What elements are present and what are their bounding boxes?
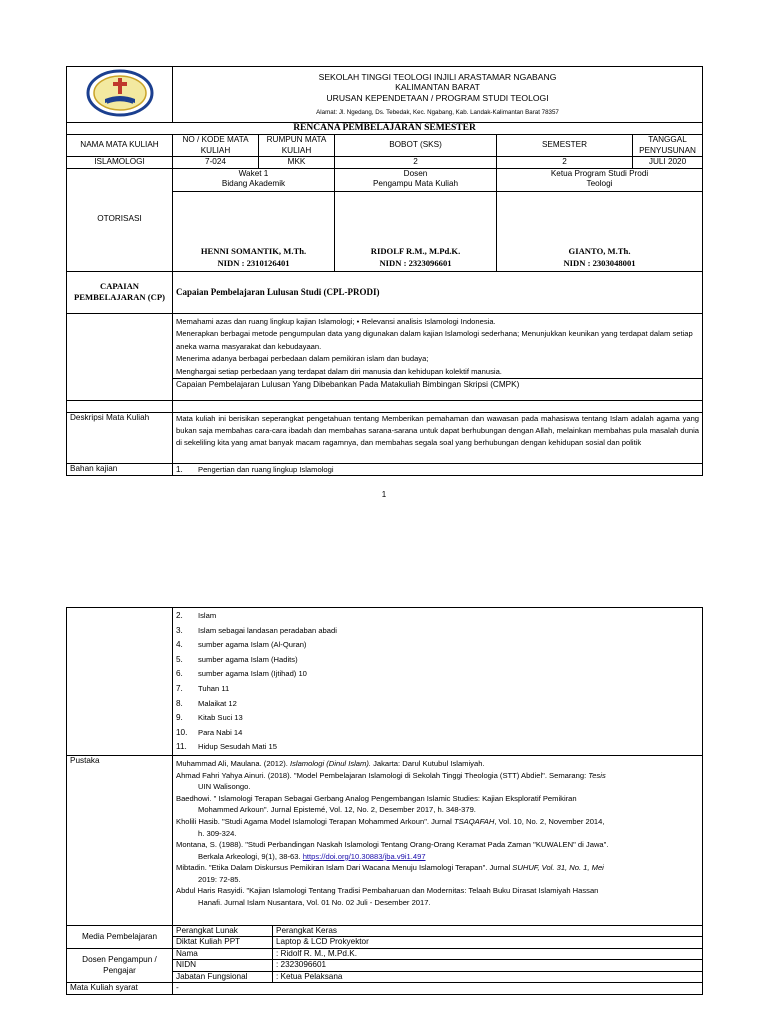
reference-entry: Muhammad Ali, Maulana. (2012). Islamologi (Dinul Islam). Jakarta: Darul Kutubul Islamiyah.: [176, 758, 485, 768]
bahan-item-number: 9.: [176, 713, 183, 723]
bahan-label: Bahan kajian: [67, 463, 173, 475]
institution-address: Alamat: Jl. Ngedang, Ds. Tebedak, Kec. Ngabang, Kab. Landak-Kalimantan Barat 78357: [316, 109, 559, 117]
document-title: RENCANA PEMBELAJARAN SEMESTER: [67, 123, 703, 135]
bahan-item-text: Malaikat 12: [198, 698, 237, 708]
signer-waket-nidn: NIDN : 2310126401: [217, 257, 290, 268]
bahan-item-number: 11.: [176, 742, 187, 752]
dosen-jabatan-value: : Ketua Pelaksana: [273, 971, 703, 983]
dosen-label: Dosen Pengampun / Pengajar: [67, 948, 173, 983]
institution-name: SEKOLAH TINGGI TEOLOGI INJILI ARASTAMAR NGABANG: [318, 71, 557, 82]
bahan-list: [173, 608, 703, 756]
bahan-item-number: 8.: [176, 698, 183, 708]
bahan-item: [176, 726, 699, 741]
bahan-item-number: 6.: [176, 669, 183, 679]
bahan-item: [176, 697, 699, 712]
bahan-item-text: sumber agama Islam (Ijtihad) 10: [198, 669, 307, 679]
cp-label-spacer: [67, 313, 173, 400]
rps-table-page1: [66, 66, 703, 476]
course-rumpun: MKK: [259, 157, 335, 169]
cp-item: Menghargai setiap perbedaan yang terdapat dalam diri manusia dan kehidupan kolektif manusia.: [176, 366, 502, 376]
bahan-item: [176, 609, 699, 624]
cp-item: Menerima adanya berbagai perbedaan dalam pemikiran islam dan budaya;: [176, 354, 429, 363]
cp-item: Menerapkan berbagai metode pengumpulan data yang digunakan dalam kajian Islamologi sederhana; Menunjukkan keunikan yang terdapat dalam setiap aneka warna masyarakat dan kebudayaan.: [176, 329, 693, 351]
reference-entry: Abdul Haris Rasyidi. "Kajian Islamologi Tentang Tradisi Pembaharuan dan Modernitas: Telaah Buku Dirasat Islamiyah Hassan Hanafi. Jurnal Islam Nusantara, Vol. 01 No. 02 Juli - Desember 2017.: [176, 886, 599, 908]
bahan-item: [176, 638, 699, 653]
reference-entry: Mibtadin. "Etika Dalam Diskursus Pemikiran Islam Dari Wacana Menuju Islamologi Terapan". Jurnal SUHUF, Vol. 31, No. 1, Mei 2019: 72-85.: [176, 863, 604, 884]
media-software: Diktat Kuliah PPT: [173, 937, 273, 949]
bahan-item-number: 10.: [176, 727, 188, 737]
pustaka-list: [173, 755, 703, 925]
dosen-nidn-label: NIDN: [173, 960, 273, 972]
course-semester: 2: [497, 157, 633, 169]
course-date: JULI 2020: [633, 157, 703, 169]
reference-entry: Kholili Hasib. "Studi Agama Model Islamologi Terapan Mohammed Arkoun". Jurnal TSAQAFAH, Vol. 10, No. 2, November 2014, h. 309-324.: [176, 816, 605, 838]
bahan-item-number: 7.: [176, 683, 183, 693]
bahan-item-number: 4.: [176, 640, 183, 650]
dosen-nidn-value: : 2323096601: [273, 960, 703, 972]
bahan-item-text: sumber agama Islam (Hadits): [198, 654, 298, 664]
reference-entry: Montana, S. (1988). "Studi Perbandingan Naskah Islamologi Tentang Orang-Orang Keramat Pada Zaman "KUWALEN" di Jawa". Berkala Arkeologi, 9(1), 38-63. https://doi.org/10.30883/jba.v9i1.497: [176, 840, 609, 861]
institution-header: [173, 67, 703, 123]
media-software-header: Perangkat Lunak: [173, 925, 273, 937]
dosen-nama-value: : Ridolf R. M., M.Pd.K.: [273, 948, 703, 960]
course-code: 7-024: [173, 157, 259, 169]
reference-link[interactable]: https://doi.org/10.30883/jba.v9i1.497: [302, 851, 426, 861]
bahan-item-text: Kitab Suci 13: [198, 713, 243, 723]
cp-items: [173, 313, 703, 400]
syarat-label: Mata Kuliah syarat: [67, 983, 173, 995]
otorisasi-label: OTORISASI: [67, 168, 173, 271]
bahan-item-text: sumber agama Islam (Al-Quran): [198, 640, 307, 650]
signer-kaprodi-name: GIANTO, M.Th.: [568, 245, 631, 256]
bahan-first-item: 1. Pengertian dan ruang lingkup Islamologi: [173, 463, 703, 475]
bahan-item-number: 3.: [176, 625, 183, 635]
rps-table-page2: [66, 607, 703, 995]
col-header-nama: NAMA MATA KULIAH: [67, 135, 173, 157]
bahan-item: [176, 711, 699, 726]
col-header-rumpun: RUMPUN MATA KULIAH: [259, 135, 335, 157]
signer-dosen: [335, 168, 497, 271]
deskripsi-text: Mata kuliah ini berisikan seperangkat pengetahuan tentang Memberikan pemahaman dan wawasan pada mahasiswa tentang Islam adalah agama yang bukan saja membahas cara-cara ibadah dan membahas sarana-sarana untuk dapat berhubungan dengan Allah, melainkan membahas pula masalah dunia di sekeliling kita yang amat banyak macam ragamnya, dan membahas segala soal yang berhubungan dengan kehidupan sosial dan politik: [173, 412, 703, 463]
deskripsi-label: Deskripsi Mata Kuliah: [67, 412, 173, 463]
bahan-item-text: Islam: [198, 611, 217, 620]
reference-entry: Baedhowi. " Islamologi Terapan Sebagai Gerbang Analog Pengembangan Islamic Studies: Kajian Eksploratif Pemikiran Mohammed Arkoun". Jurnal Epistemé, Vol. 12, No. 2, Desember 2017, h. 348-379.: [176, 793, 577, 815]
cpmk-line: Capaian Pembelajaran Lulusan Yang Dibebankan Pada Matakuliah Bimbingan Skripsi (CMPK): [173, 378, 702, 390]
signer-waket-role2: Bidang Akademik: [221, 179, 286, 188]
institution-department: URUSAN KEPENDETAAN / PROGRAM STUDI TEOLOGI: [326, 92, 549, 103]
signer-dosen-nidn: NIDN : 2323096601: [379, 257, 452, 268]
bahan-item-text: Para Nabi 14: [198, 727, 243, 737]
bahan-item: [176, 624, 699, 639]
signer-kaprodi-role: Ketua Program Studi Prodi: [550, 168, 649, 178]
signer-waket-role: Waket 1: [238, 168, 269, 178]
bahan-item-number: 2.: [176, 611, 183, 620]
media-hardware-header: Perangkat Keras: [273, 925, 703, 937]
signer-waket: [173, 168, 335, 271]
signer-kaprodi: [497, 168, 703, 271]
logo-cell: [67, 67, 173, 123]
dosen-jabatan-label: Jabatan Fungsional: [173, 971, 273, 983]
dosen-nama-label: Nama: [173, 948, 273, 960]
bahan-item-text: Islam sebagai landasan peradaban abadi: [198, 625, 337, 635]
bahan-item: [176, 653, 699, 668]
signer-dosen-name: RIDOLF R.M., M.Pd.K.: [370, 245, 461, 256]
col-header-kode: NO / KODE MATA KULIAH: [173, 135, 259, 157]
reference-entry: Ahmad Fahri Yahya Ainuri. (2018). "Model Pembelajaran Islamologi di Sekolah Tinggi Theologia (STT) Abdiel". Semarang: Tesis UIN Walisongo.: [176, 770, 606, 792]
bahan-item-text: Hidup Sesudah Mati 15: [198, 742, 277, 752]
col-header-bobot: BOBOT (SKS): [335, 135, 497, 157]
syarat-value: -: [173, 983, 703, 995]
cp-prodi-title: Capaian Pembelajaran Lulusan Studi (CPL-PRODI): [173, 271, 703, 313]
bahan-continued-label: [67, 608, 173, 756]
bahan-item: [176, 740, 699, 755]
bahan-item-number: 5.: [176, 654, 183, 664]
bahan-item-text: Tuhan 11: [198, 683, 230, 693]
cp-item: Memahami azas dan ruang lingkup kajian Islamologi; • Relevansi analisis Islamologi Indonesia.: [176, 316, 496, 326]
signer-dosen-role2: Pengampu Mata Kuliah: [372, 179, 459, 188]
course-name: ISLAMOLOGI: [67, 157, 173, 169]
signer-kaprodi-nidn: NIDN : 2303048001: [563, 257, 636, 268]
bahan-item: [176, 682, 699, 697]
institution-logo: [85, 69, 155, 117]
page-number: 1: [381, 490, 387, 499]
signer-waket-name: HENNI SOMANTIK, M.Th.: [200, 245, 307, 256]
cp-label: CAPAIAN PEMBELAJARAN (CP): [67, 271, 173, 313]
bahan-item: [176, 667, 699, 682]
media-hardware: Laptop & LCD Prokyektor: [273, 937, 703, 949]
media-label: Media Pembelajaran: [67, 925, 173, 948]
col-header-semester: SEMESTER: [497, 135, 633, 157]
signer-dosen-role: Dosen: [403, 168, 428, 178]
pustaka-label: Pustaka: [67, 755, 173, 925]
signer-kaprodi-role2: Teologi: [586, 179, 613, 188]
col-header-tanggal: TANGGAL PENYUSUNAN: [633, 135, 703, 157]
course-bobot: 2: [335, 157, 497, 169]
institution-region: KALIMANTAN BARAT: [395, 82, 480, 93]
